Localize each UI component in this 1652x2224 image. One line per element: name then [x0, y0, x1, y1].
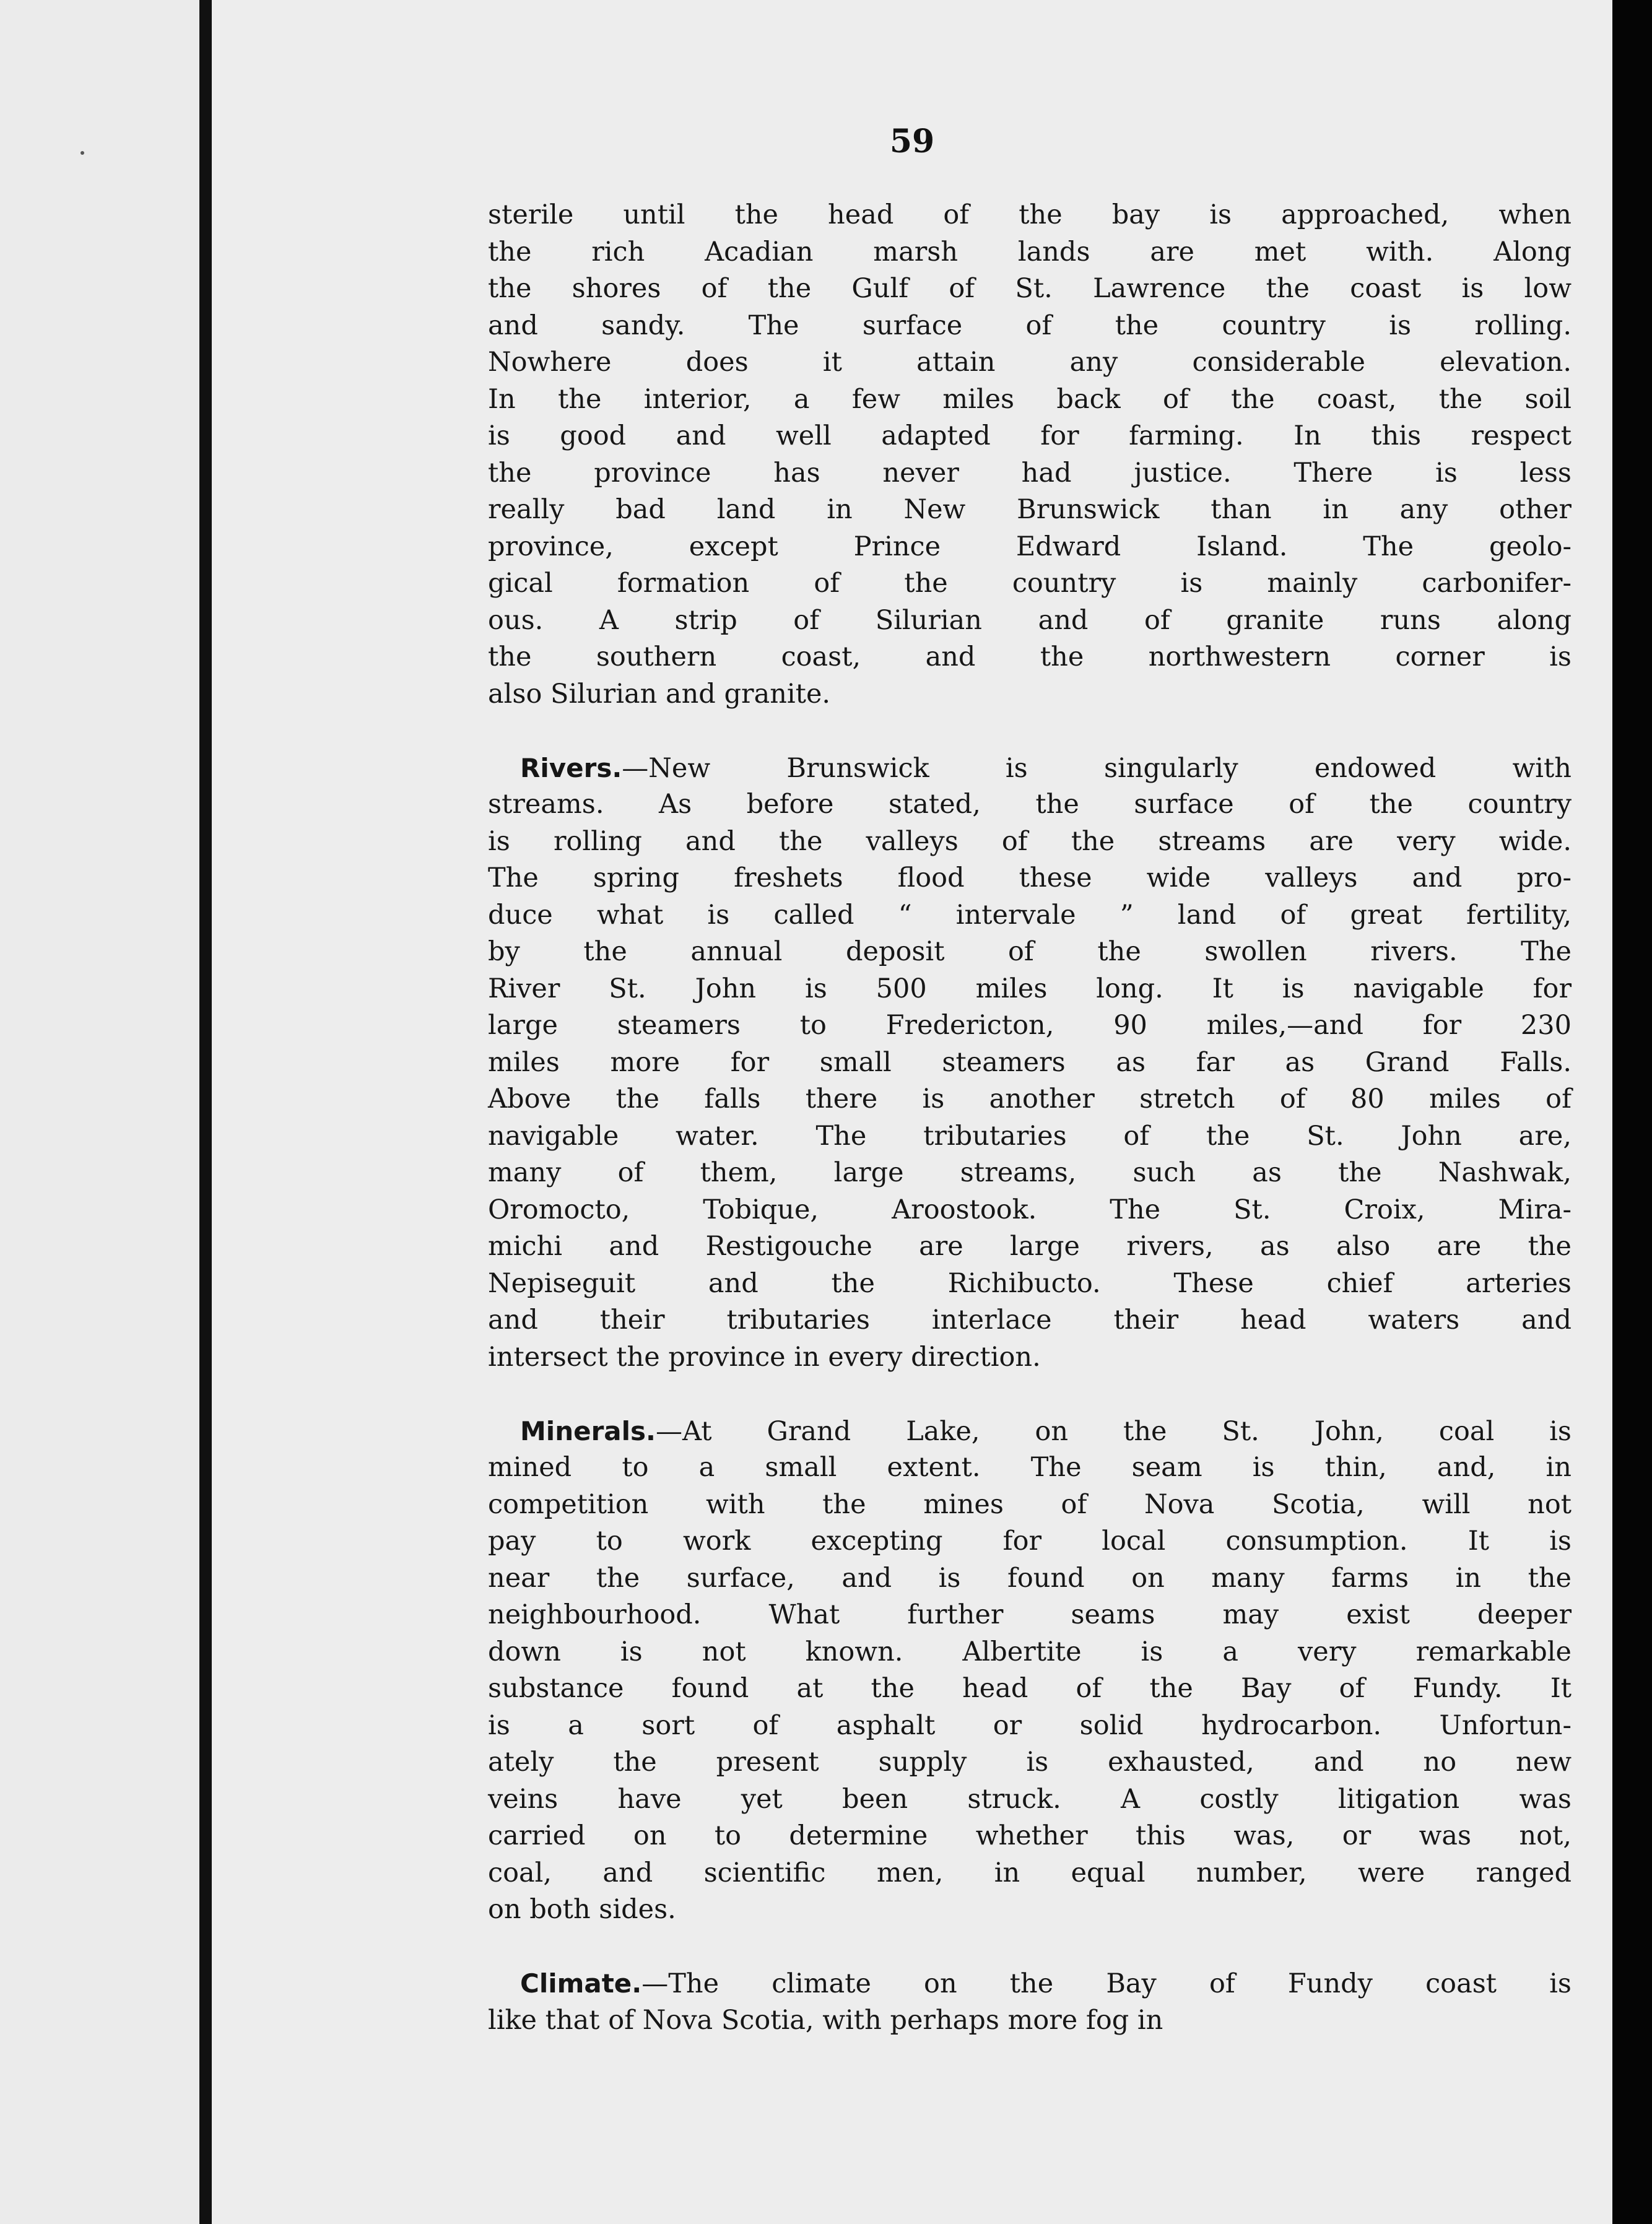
text-line — [488, 1192, 1572, 1229]
line-text: ous. A strip of Silurian and of granite runs along — [488, 604, 1572, 636]
line-text: Nowhere does it attain any considerable elevation. — [488, 347, 1572, 378]
line-text: province, except Prince Edward Island. The geolo- — [488, 531, 1572, 562]
line-text: navigable water. The tributaries of the St. John are, — [488, 1120, 1572, 1152]
text-line — [488, 1892, 1572, 1929]
line-text: like that of Nova Scotia, with perhaps more fog in — [488, 2004, 1163, 2036]
text-line — [488, 492, 1572, 529]
line-text: pay to work excepting for local consumption. It is — [488, 1526, 1572, 1557]
text-line — [488, 1339, 1572, 1376]
line-text: coal, and scientific men, in equal number, were ranged — [488, 1857, 1572, 1888]
text-line — [488, 971, 1572, 1008]
text-line — [488, 271, 1572, 308]
text-line — [488, 1818, 1572, 1855]
line-text: Above the falls there is another stretch of 80 miles of — [488, 1084, 1572, 1114]
text-line — [488, 1266, 1572, 1303]
line-text: michi and Restigouche are large rivers, as also are the — [488, 1231, 1572, 1262]
line-text: Nepiseguit and the Richibucto. These chief arteries — [488, 1267, 1572, 1299]
line-text: also Silurian and granite. — [488, 678, 831, 710]
line-text: down is not known. Albertite is a very remarkable — [488, 1636, 1572, 1667]
line-text: The spring freshets flood these wide valleys and pro- — [488, 862, 1572, 893]
text-line — [488, 1781, 1572, 1818]
text-line — [488, 1413, 1572, 1450]
line-text: many of them, large streams, such as the Nashwak, — [488, 1157, 1572, 1188]
text-line — [488, 308, 1572, 345]
text-line — [488, 1045, 1572, 1082]
line-text: —The climate on the Bay of Fundy coast is — [641, 1968, 1572, 1999]
line-text: large steamers to Fredericton, 90 miles,—and for 230 — [488, 1010, 1572, 1041]
text-line — [488, 565, 1572, 602]
line-text: —New Brunswick is singularly endowed with — [622, 752, 1572, 784]
speck-mark — [80, 151, 84, 155]
line-text: mined to a small extent. The seam is thin, and, in — [488, 1452, 1572, 1483]
line-text: sterile until the head of the bay is approached, when — [488, 199, 1572, 230]
line-text: the rich Acadian marsh lands are met with. Along — [488, 236, 1572, 267]
text-line — [488, 234, 1572, 271]
line-text: and their tributaries interlace their head waters and — [488, 1305, 1572, 1336]
text-line — [488, 529, 1572, 566]
paragraph-gap — [488, 1929, 1572, 1966]
line-text: Oromocto, Tobique, Aroostook. The St. Croix, Mira- — [488, 1194, 1572, 1225]
line-text: the shores of the Gulf of St. Lawrence the coast is low — [488, 273, 1572, 304]
page-edge-shadow — [1612, 0, 1652, 2224]
line-text: near the surface, and is found on many farms in the — [488, 1562, 1572, 1594]
line-text: is a sort of asphalt or solid hydrocarbon. Unfortun- — [488, 1709, 1572, 1741]
text-line — [488, 1487, 1572, 1524]
paragraph-gap — [488, 1376, 1572, 1413]
line-text: veins have yet been struck. A costly litigation was — [488, 1783, 1572, 1815]
line-text: competition with the mines of Nova Scotia, will not — [488, 1488, 1572, 1520]
section-heading: Rivers. — [520, 752, 622, 783]
text-line — [488, 1597, 1572, 1634]
line-text: neighbourhood. What further seams may exist deeper — [488, 1599, 1572, 1630]
text-line — [488, 381, 1572, 419]
line-text: ately the present supply is exhausted, and no new — [488, 1747, 1572, 1778]
text-line — [488, 1118, 1572, 1155]
text-line — [488, 1560, 1572, 1597]
text-line — [488, 1855, 1572, 1892]
text-line — [488, 1155, 1572, 1192]
section-heading: Climate. — [520, 1968, 642, 1999]
text-line — [488, 455, 1572, 492]
line-text: In the interior, a few miles back of the coast, the soil — [488, 383, 1572, 415]
line-text: River St. John is 500 miles long. It is navigable for — [488, 973, 1572, 1004]
line-text: substance found at the head of the Bay of Fundy. It — [488, 1673, 1572, 1704]
text-line — [488, 676, 1572, 713]
line-text: by the annual deposit of the swollen rivers. The — [488, 936, 1572, 967]
line-text: is rolling and the valleys of the streams are very wide. — [488, 825, 1572, 857]
text-line — [488, 750, 1572, 787]
text-line — [488, 1708, 1572, 1745]
text-line — [488, 602, 1572, 640]
text-line — [488, 1007, 1572, 1045]
book-page — [212, 0, 1612, 2224]
line-text: gical formation of the country is mainly carbonifer- — [488, 568, 1572, 599]
line-text: the southern coast, and the northwestern corner is — [488, 641, 1572, 672]
line-text: streams. As before stated, the surface of the country — [488, 789, 1572, 820]
line-text: —At Grand Lake, on the St. John, coal is — [655, 1415, 1572, 1447]
text-line — [488, 1449, 1572, 1487]
text-line — [488, 344, 1572, 381]
body-text — [488, 197, 1572, 2039]
line-text: miles more for small steamers as far as Grand Falls. — [488, 1046, 1572, 1078]
text-line — [488, 1634, 1572, 1671]
text-line — [488, 786, 1572, 823]
text-line — [488, 197, 1572, 234]
line-text: carried on to determine whether this was, or was not, — [488, 1820, 1572, 1851]
text-line — [488, 1744, 1572, 1781]
facing-page — [0, 0, 199, 2224]
text-line — [488, 1081, 1572, 1118]
text-line — [488, 860, 1572, 897]
text-line — [488, 897, 1572, 934]
text-line — [488, 1670, 1572, 1708]
text-line — [488, 1302, 1572, 1339]
text-line — [488, 418, 1572, 455]
text-line — [488, 1523, 1572, 1560]
text-line — [488, 934, 1572, 971]
line-text: really bad land in New Brunswick than in any other — [488, 494, 1572, 525]
line-text: the province has never had justice. There is less — [488, 457, 1572, 489]
text-line — [488, 823, 1572, 861]
line-text: on both sides. — [488, 1894, 676, 1925]
paragraph-gap — [488, 713, 1572, 750]
text-line — [488, 2002, 1572, 2039]
gutter-shadow — [199, 0, 212, 2224]
text-line — [488, 1965, 1572, 2002]
text-line — [488, 639, 1572, 676]
line-text: and sandy. The surface of the country is rolling. — [488, 310, 1572, 341]
line-text: is good and well adapted for farming. In this respect — [488, 420, 1572, 451]
line-text: duce what is called “ intervale ” land of great fertility, — [488, 899, 1572, 931]
page-number: 59 — [889, 123, 935, 160]
section-heading: Minerals. — [520, 1415, 656, 1446]
text-line — [488, 1228, 1572, 1266]
line-text: intersect the province in every direction. — [488, 1341, 1041, 1373]
